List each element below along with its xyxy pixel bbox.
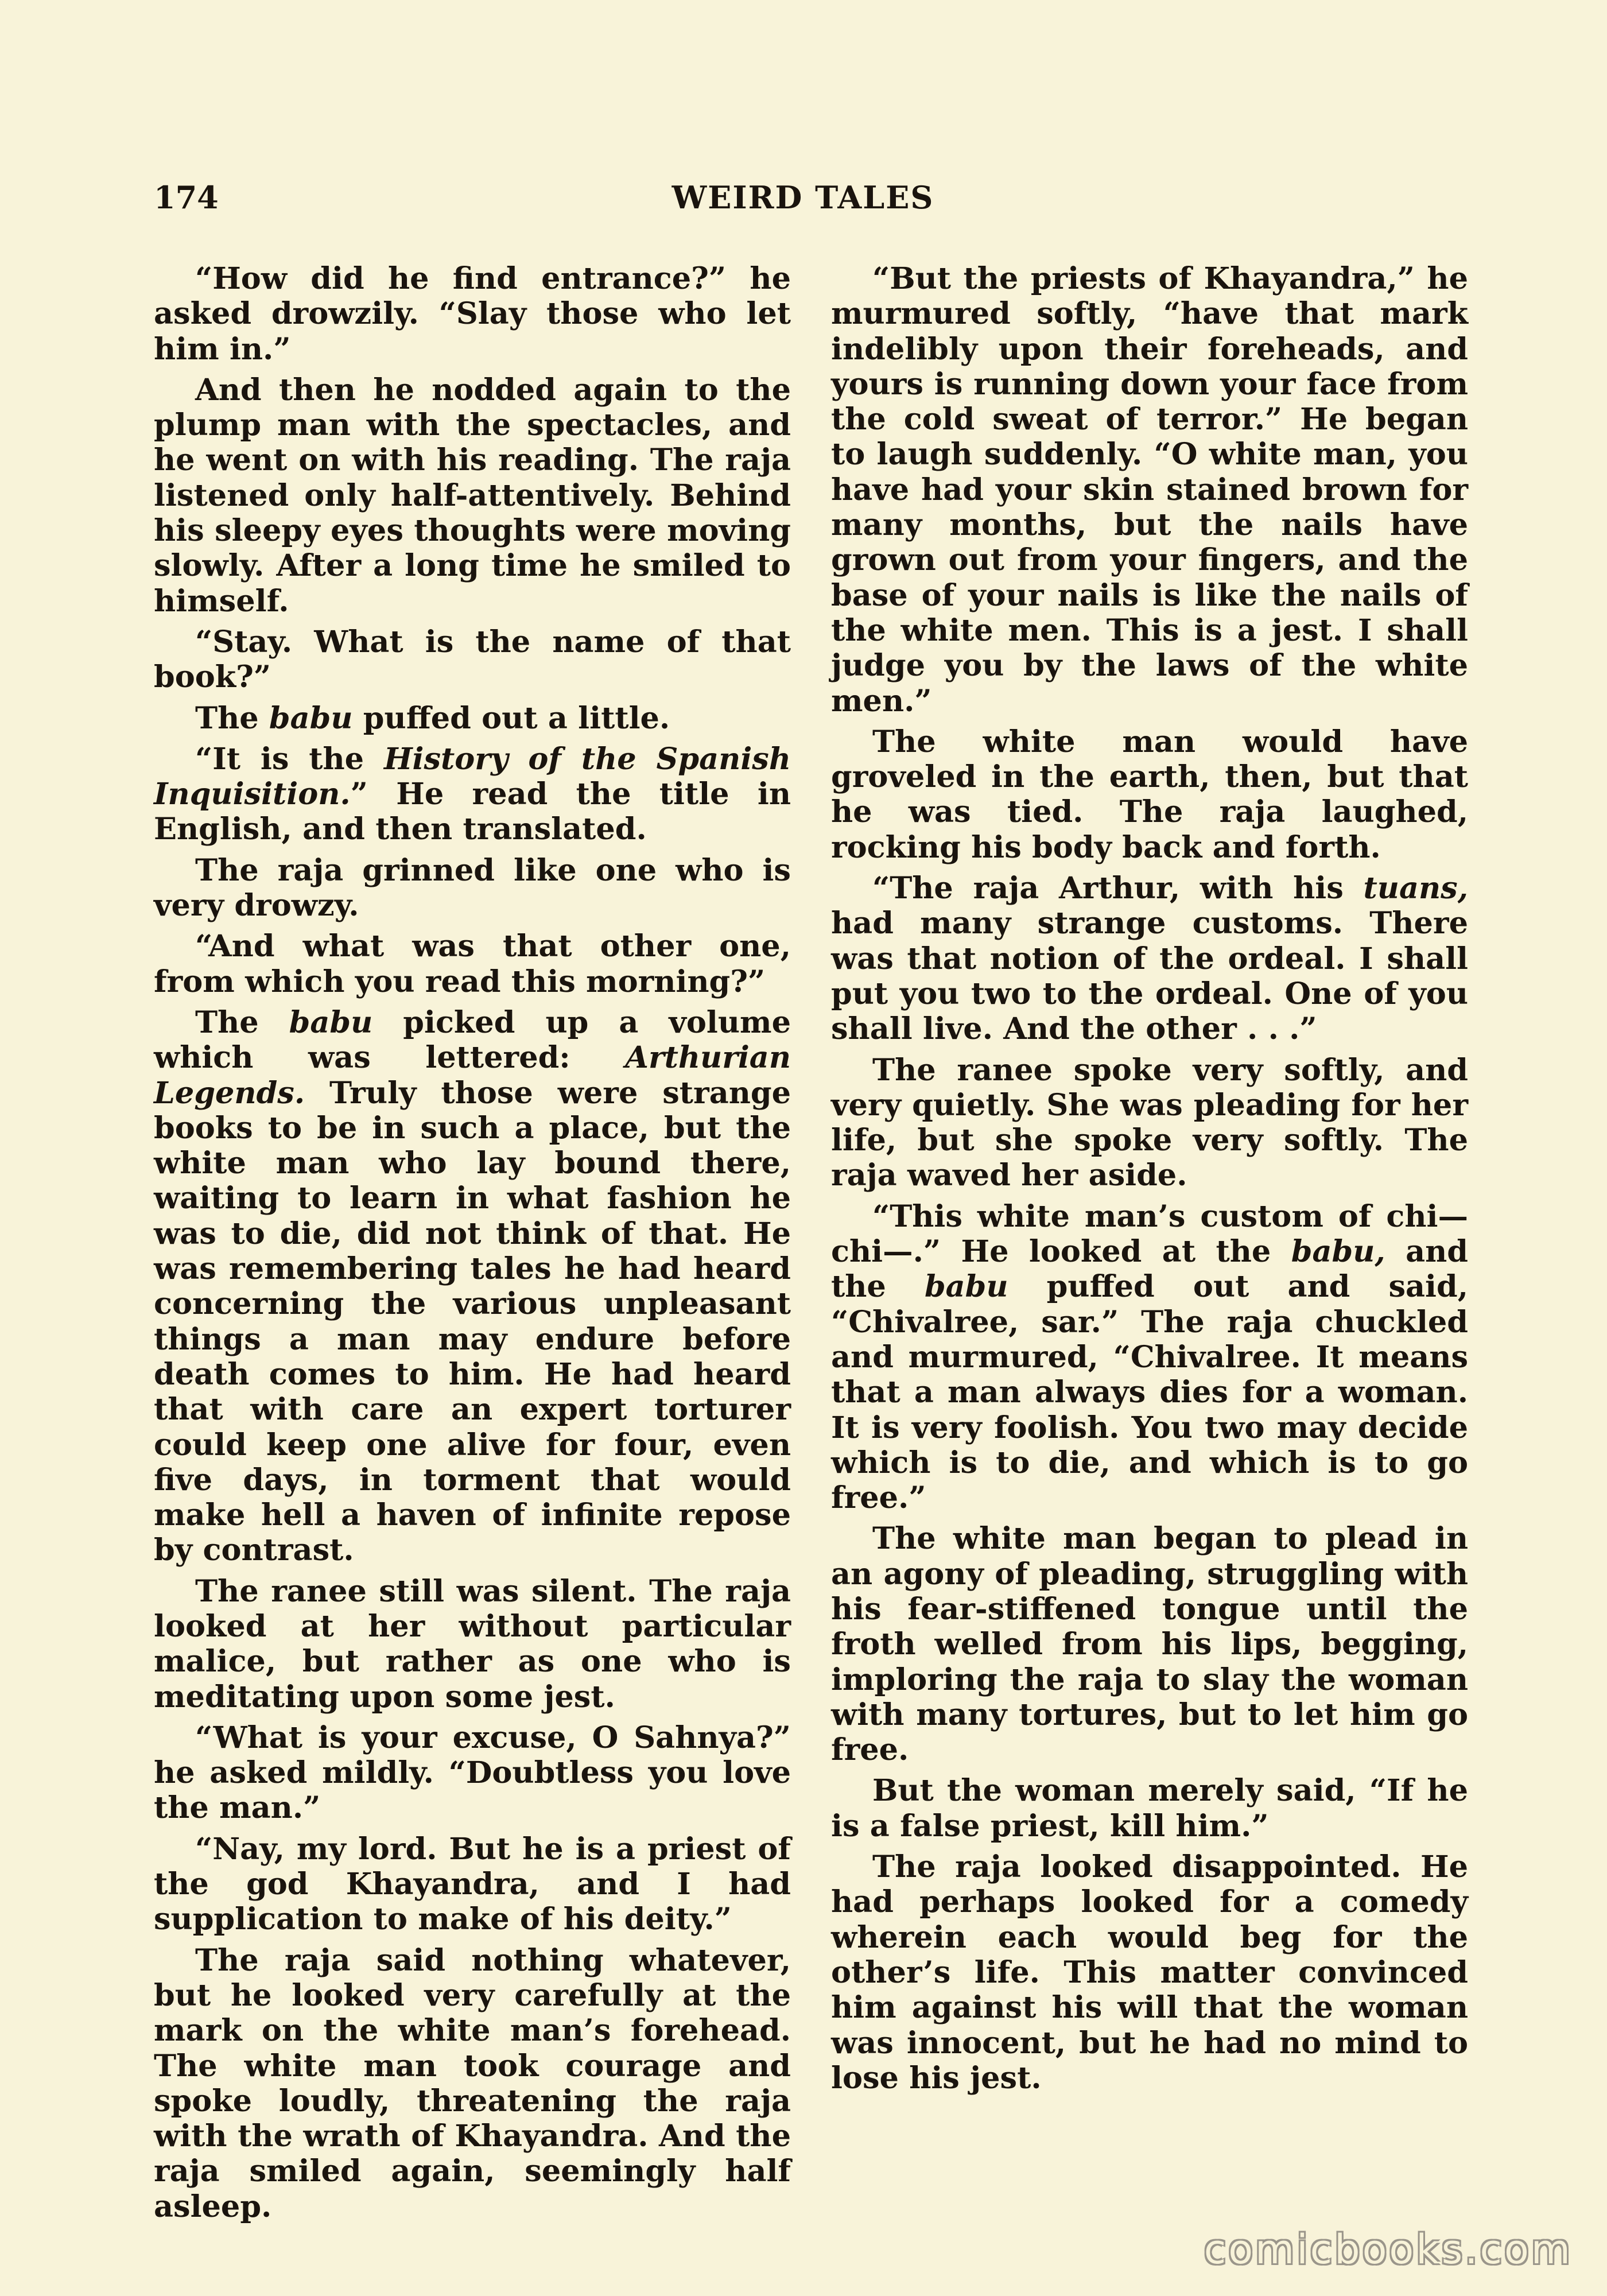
paragraph: And then he nodded again to the plump man with the spectacles, and he went on with his reading. The raja listened only half-attentively. Behind his sleepy eyes thoughts were moving slowly. After a long time he smiled to himself. [154,372,791,619]
running-head [154,179,1452,225]
italic-text: History of the Spanish Inquisition. [154,741,791,812]
paragraph: “Nay, my lord. But he is a priest of the god Khayandra, and I had supplication to make of his deity.” [154,1831,791,1937]
italic-text: babu [289,1004,373,1040]
left-column [154,261,791,2224]
paragraph: The white man would have groveled in the earth, then, but that he was tied. The raja laughed, rocking his body back and forth. [831,724,1468,865]
paragraph: “What is your excuse, O Sahnya?” he asked mildly. “Doubtless you love the man.” [154,1720,791,1826]
paragraph: “The raja Arthur, with his tuans, had many strange customs. There was that notion of the ordeal. I shall put you two to the ordeal. One of you shall live. And the other . . .” [831,871,1468,1047]
italic-text: babu [269,700,353,736]
paragraph: The ranee spoke very softly, and very quietly. She was pleading for her life, but she spoke very softly. The raja waved her aside. [831,1052,1468,1193]
paragraph: The raja grinned like one who is very drowzy. [154,852,791,924]
italic-text: babu, [1291,1234,1385,1270]
paragraph: “And what was that other one, from which you read this morning?” [154,929,791,999]
page-number: 174 [154,179,219,216]
italic-text: tuans, [1363,871,1468,906]
italic-text: Arthurian Legends. [154,1040,791,1111]
paragraph: “But the priests of Khayandra,” he murmured softly, “have that mark indelibly upon their foreheads, and yours is running down your face from the cold sweat of terror.” He began to laugh suddenly. “O white man, you have had your skin stained brown for many months, but the nails have grown out from your fingers, and the base of your nails is like the nails of the white men. This is a jest. I shall judge you by the laws of the white men.” [831,261,1468,719]
paragraph: “It is the History of the Spanish Inquisition.” He read the title in English, and then translated. [154,741,791,847]
paragraph: “This white man’s custom of chi—chi—.” He looked at the babu, and the babu puffed out and said, “Chivalree, sar.” The raja chuckled and murmured, “Chivalree. It means that a man always dies for a woman. It is very foolish. You two may decide which is to die, and which is to go free.” [831,1199,1468,1516]
paragraph: The raja said nothing whatever, but he looked very carefully at the mark on the white man’s forehead. The white man took courage and spoke loudly, threatening the raja with the wrath of Khayandra. And the raja smiled again, seemingly half asleep. [154,1942,791,2224]
paragraph: But the woman merely said, “If he is a false priest, kill him.” [831,1773,1468,1844]
journal-title: WEIRD TALES [671,179,934,216]
paragraph: The raja looked disappointed. He had perhaps looked for a comedy wherein each would beg for the other’s life. This matter convinced him against his will that the woman was innocent, but he had no mind to lose his jest. [831,1849,1468,2096]
paragraph: The babu picked up a volume which was lettered: Arthurian Legends. Truly those were strange books to be in such a place, but the white man who lay bound there, waiting to learn in what fashion he was to die, did not think of that. He was remembering tales he had heard concerning the various unpleasant things a man may endure before death comes to him. He had heard that with care an expert torturer could keep one alive for four, even five days, in torment that would make hell a haven of infinite repose by contrast. [154,1004,791,1568]
right-column [831,261,1468,2115]
paragraph: “Stay. What is the name of that book?” [154,624,791,695]
paragraph: The white man began to plead in an agony of pleading, struggling with his fear-stiffened tongue until the froth welled from his lips, begging, imploring the raja to slay the woman with many tortures, but to let him go free. [831,1521,1468,1768]
watermark: comicbooks.com [1204,2226,1573,2273]
paragraph: “How did he find entrance?” he asked drowzily. “Slay those who let him in.” [154,261,791,367]
paragraph: The ranee still was silent. The raja looked at her without particular malice, but rather as one who is meditating upon some jest. [154,1573,791,1715]
paragraph: The babu puffed out a little. [195,700,670,736]
italic-text: babu [924,1269,1008,1305]
